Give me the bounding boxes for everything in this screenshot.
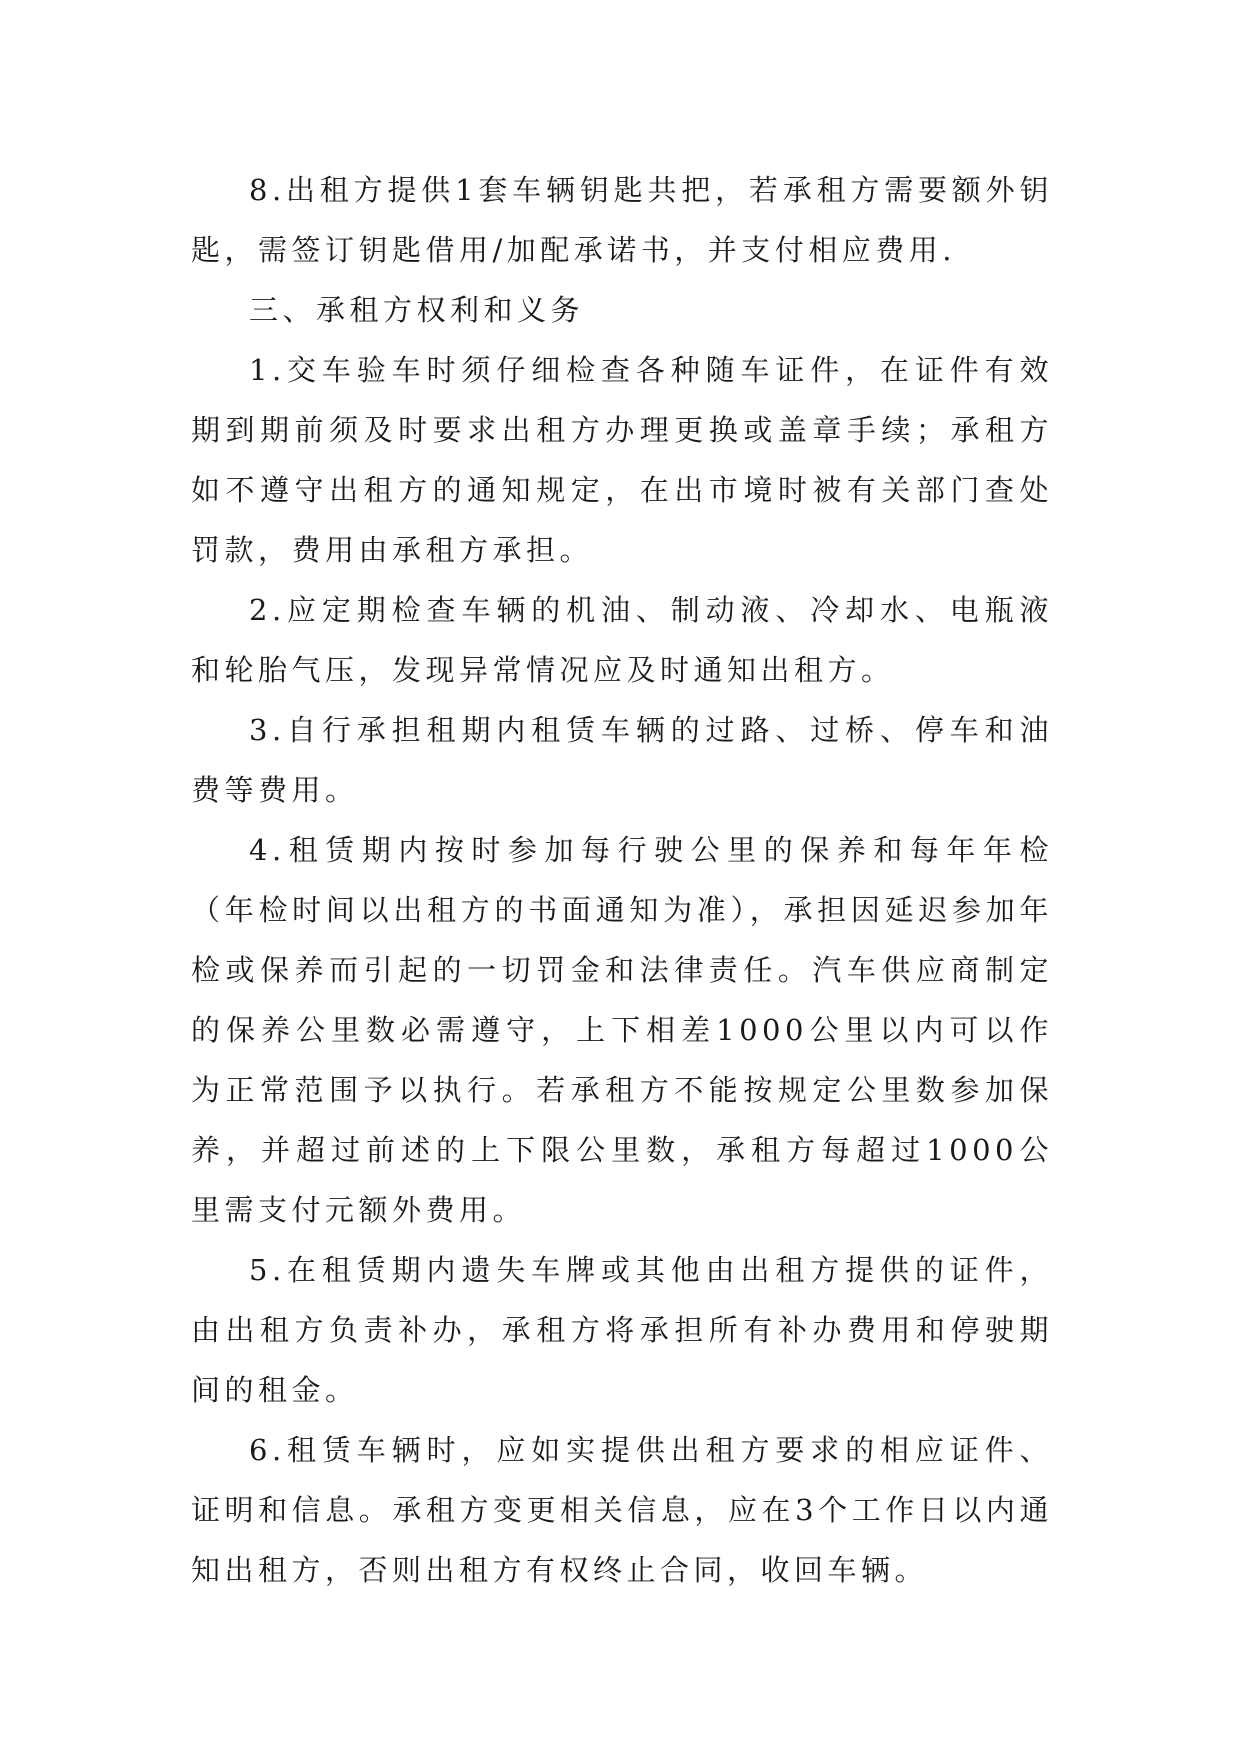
clause-3-paragraph: 3.自行承担租期内租赁车辆的过路、过桥、停车和油费等费用。 xyxy=(191,713,1053,807)
clause-6-paragraph: 6.租赁车辆时，应如实提供出租方要求的相应证件、证明和信息。承租方变更相关信息，应在3个工作日以内通知出租方，否则出租方有权终止合同，收回车辆。 xyxy=(191,1433,1053,1587)
clause-8-paragraph: 8.出租方提供1套车辆钥匙共把，若承租方需要额外钥匙，需签订钥匙借用/加配承诺书，并支付相应费用. xyxy=(191,173,1053,267)
clause-4-paragraph: 4.租赁期内按时参加每行驶公里的保养和每年年检（年检时间以出租方的书面通知为准），承担因延迟参加年检或保养而引起的一切罚金和法律责任。汽车供应商制定的保养公里数必需遵守，上下相差1000公里以内可以作为正常范围予以执行。若承租方不能按规定公里数参加保养，并超过前述的上下限公里数，承租方每超过1000公里需支付元额外费用。 xyxy=(191,833,1053,1227)
clause-1-paragraph: 1.交车验车时须仔细检查各种随车证件，在证件有效期到期前须及时要求出租方办理更换或盖章手续；承租方如不遵守出租方的通知规定，在出市境时被有关部门查处罚款，费用由承租方承担。 xyxy=(191,353,1053,567)
document-body xyxy=(191,160,1053,1600)
section-heading: 三、承租方权利和义务 xyxy=(249,293,585,327)
clause-5-paragraph: 5.在租赁期内遗失车牌或其他由出租方提供的证件，由出租方负责补办，承租方将承担所有补办费用和停驶期间的租金。 xyxy=(191,1253,1053,1407)
clause-2-paragraph: 2.应定期检查车辆的机油、制动液、冷却水、电瓶液和轮胎气压，发现异常情况应及时通知出租方。 xyxy=(191,593,1053,687)
